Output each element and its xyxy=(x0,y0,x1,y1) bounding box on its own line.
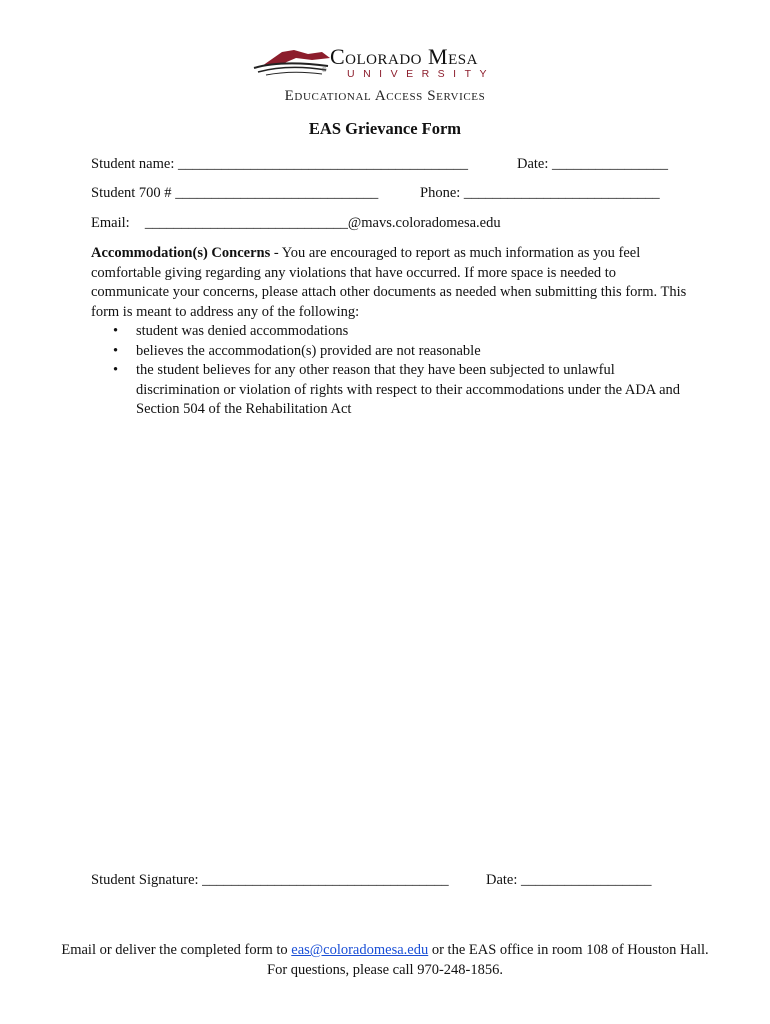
phone-field[interactable] xyxy=(420,185,660,202)
mesa-mountain-logo-icon xyxy=(252,44,332,78)
phone-label: Phone: xyxy=(420,185,461,201)
email-domain: @mavs.coloradomesa.edu xyxy=(347,215,501,231)
form-title: EAS Grievance Form xyxy=(308,119,462,138)
signature-date-field[interactable] xyxy=(486,872,652,889)
list-item: • believes the accommodation(s) provided are not reasonable xyxy=(91,342,691,362)
bullet-icon: • xyxy=(113,362,119,378)
signature-date-blank[interactable]: __________________ xyxy=(521,872,652,888)
logo-university-text: UNIVERSITY xyxy=(347,68,496,80)
list-item: • student was denied accommodations xyxy=(91,322,691,342)
department-name: Educational Access Services xyxy=(284,88,486,104)
email-field[interactable] xyxy=(91,215,501,232)
concerns-intro: - You are encouraged to report as much information as you feel comfortable giving regarding any violations that have occurred. If more space is needed to communicate your concerns, please attach other documents as needed when submitting this form. This form is meant to address any of the following: xyxy=(91,245,687,320)
phone-blank[interactable]: ___________________________ xyxy=(463,185,660,201)
student-signature-field[interactable] xyxy=(91,872,449,889)
concerns-heading: Accommodation(s) Concerns xyxy=(91,245,271,261)
concerns-list xyxy=(91,322,691,420)
student-700-label: Student 700 # xyxy=(91,185,172,201)
signature-date-label: Date: xyxy=(486,872,518,888)
date-blank[interactable]: ________________ xyxy=(552,156,669,172)
email-blank[interactable]: ____________________________ xyxy=(144,215,348,231)
registered-mark: ® xyxy=(322,68,327,74)
bullet-icon: • xyxy=(113,323,119,339)
email-label: Email: xyxy=(91,215,130,231)
footer-instructions: Email or deliver the completed form to eas@coloradomesa.edu or the EAS office in room 108 of Houston Hall. For questions, please call 970-248-1856. xyxy=(61,942,709,978)
concerns-paragraph xyxy=(91,244,691,322)
eas-email-link[interactable]: eas@coloradomesa.edu xyxy=(291,942,429,958)
student-700-blank[interactable]: ____________________________ xyxy=(175,185,379,201)
signature-label: Student Signature: xyxy=(91,872,199,888)
student-name-blank[interactable]: ________________________________________ xyxy=(178,156,468,172)
logo-wordmark: Colorado Mesa xyxy=(330,44,478,69)
date-label: Date: xyxy=(517,156,549,172)
list-item: • the student believes for any other reason that they have been subjected to unlawful discrimination or violation of rights with respect to their accommodations under the ADA and Section 504 of the Rehabilitation Act xyxy=(113,362,681,417)
signature-blank[interactable]: __________________________________ xyxy=(202,872,449,888)
bullet-icon: • xyxy=(113,342,119,359)
student-name-label: Student name: xyxy=(91,156,175,172)
student-name-field[interactable] xyxy=(91,156,468,173)
student-700-field[interactable] xyxy=(91,185,378,202)
date-field[interactable] xyxy=(517,156,668,173)
